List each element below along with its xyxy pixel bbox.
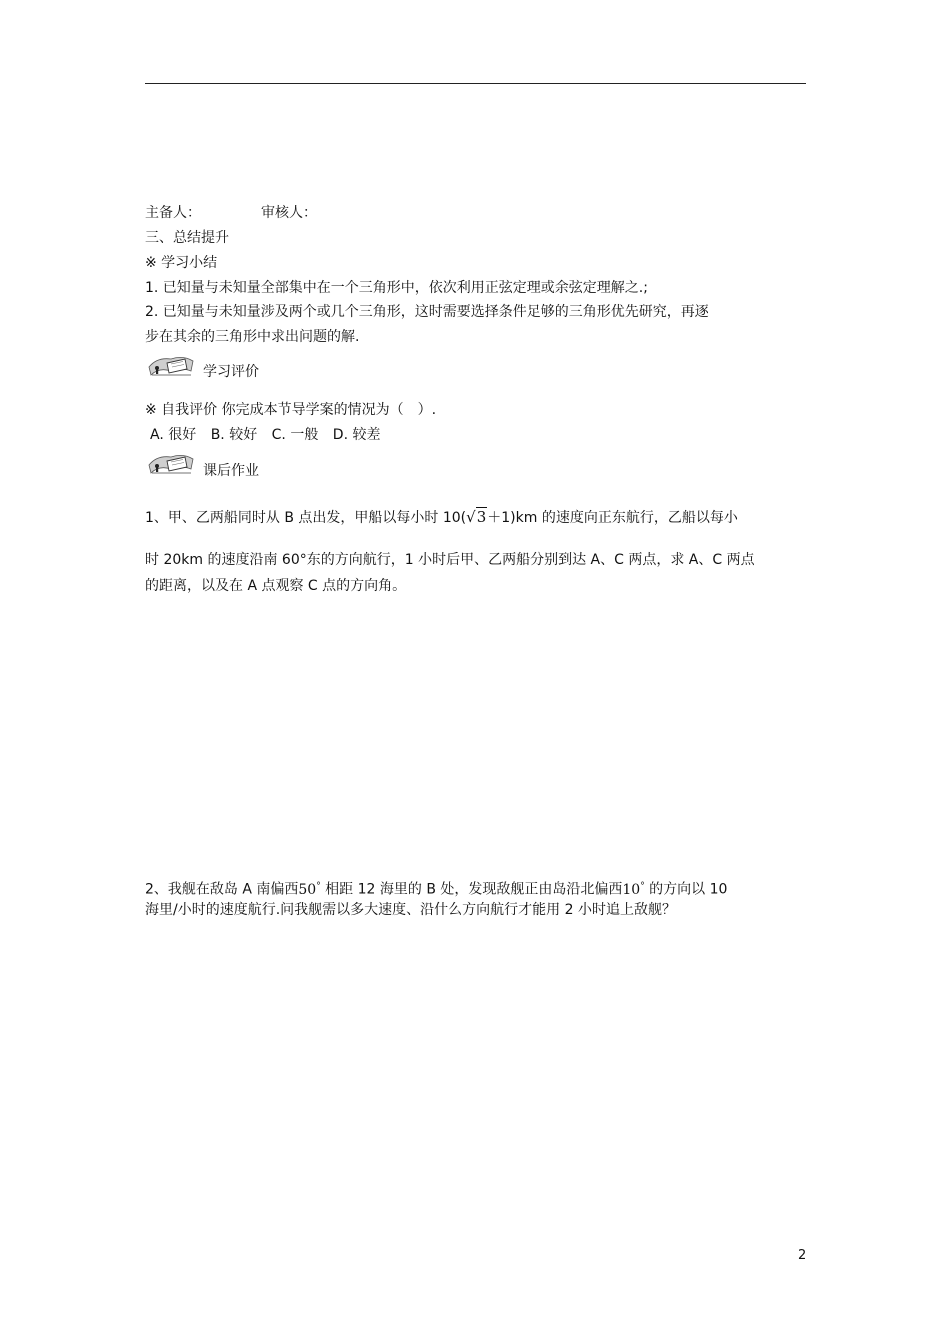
q2-text-start: 2、我舰在敌岛 A 南偏西 — [145, 881, 299, 898]
summary-point-1: 1. 已知量与未知量全部集中在一个三角形中，依次利用正弦定理或余弦定理解之.; — [145, 280, 648, 296]
option-d: D. 较差 — [332, 427, 381, 443]
summary-point-2-line-1: 2. 已知量与未知量涉及两个或几个三角形，这时需要选择条件足够的三角形优先研究，再逐 — [145, 304, 709, 320]
degree-symbol: ° — [316, 881, 321, 891]
option-a: A. 很好 — [150, 427, 197, 443]
header-roles — [145, 203, 317, 223]
sqrt-expression — [466, 507, 487, 526]
q2-text-end: 的方向以 10 — [644, 881, 728, 898]
option-c: C. 一般 — [271, 427, 319, 443]
angle-50 — [298, 882, 320, 898]
option-b: B. 较好 — [210, 427, 258, 443]
q1-text-end: ＋1)km 的速度向正东航行，乙船以每小 — [487, 510, 738, 526]
subsection-title: ※ 学习小结 — [145, 255, 218, 271]
angle-50-value: 50 — [298, 881, 317, 898]
sqrt-symbol: √ — [466, 508, 476, 526]
open-book-icon — [147, 451, 195, 477]
angle-10-value: 10 — [622, 881, 641, 898]
homework-q1-line-1 — [145, 507, 738, 528]
homework-heading: 课后作业 — [203, 463, 259, 479]
header-rule — [145, 83, 806, 84]
evaluation-heading: 学习评价 — [203, 364, 259, 380]
q2-text-middle: 相距 12 海里的 B 处，发现敌舰正由岛沿北偏西 — [320, 881, 623, 898]
homework-q2-line-1 — [145, 876, 727, 900]
preparer-label: 主备人： — [145, 205, 201, 221]
open-book-icon — [147, 353, 195, 379]
homework-q1-line-2: 时 20km 的速度沿南 60°东的方向航行，1 小时后甲、乙两船分别到达 A、C 两点，求 A、C 两点 — [145, 552, 755, 568]
self-evaluation-prompt: ※ 自我评价 你完成本节导学案的情况为（ ）. — [145, 402, 437, 418]
sqrt-radicand: 3 — [476, 508, 487, 526]
q1-text-start: 1、甲、乙两船同时从 B 点出发，甲船以每小时 10( — [145, 510, 467, 526]
degree-symbol: ° — [640, 881, 645, 891]
homework-q2-line-2: 海里/小时的速度航行.问我舰需以多大速度、沿什么方向航行才能用 2 小时追上敌舰？ — [145, 902, 676, 918]
reviewer-label: 审核人： — [261, 205, 317, 221]
angle-10 — [622, 882, 644, 898]
page-number: 2 — [798, 1248, 807, 1263]
evaluation-options — [150, 425, 390, 445]
homework-q1-line-3: 的距离，以及在 A 点观察 C 点的方向角。 — [145, 578, 407, 594]
summary-point-2-line-2: 步在其余的三角形中求出问题的解. — [145, 329, 360, 345]
section-title: 三、总结提升 — [145, 230, 229, 246]
